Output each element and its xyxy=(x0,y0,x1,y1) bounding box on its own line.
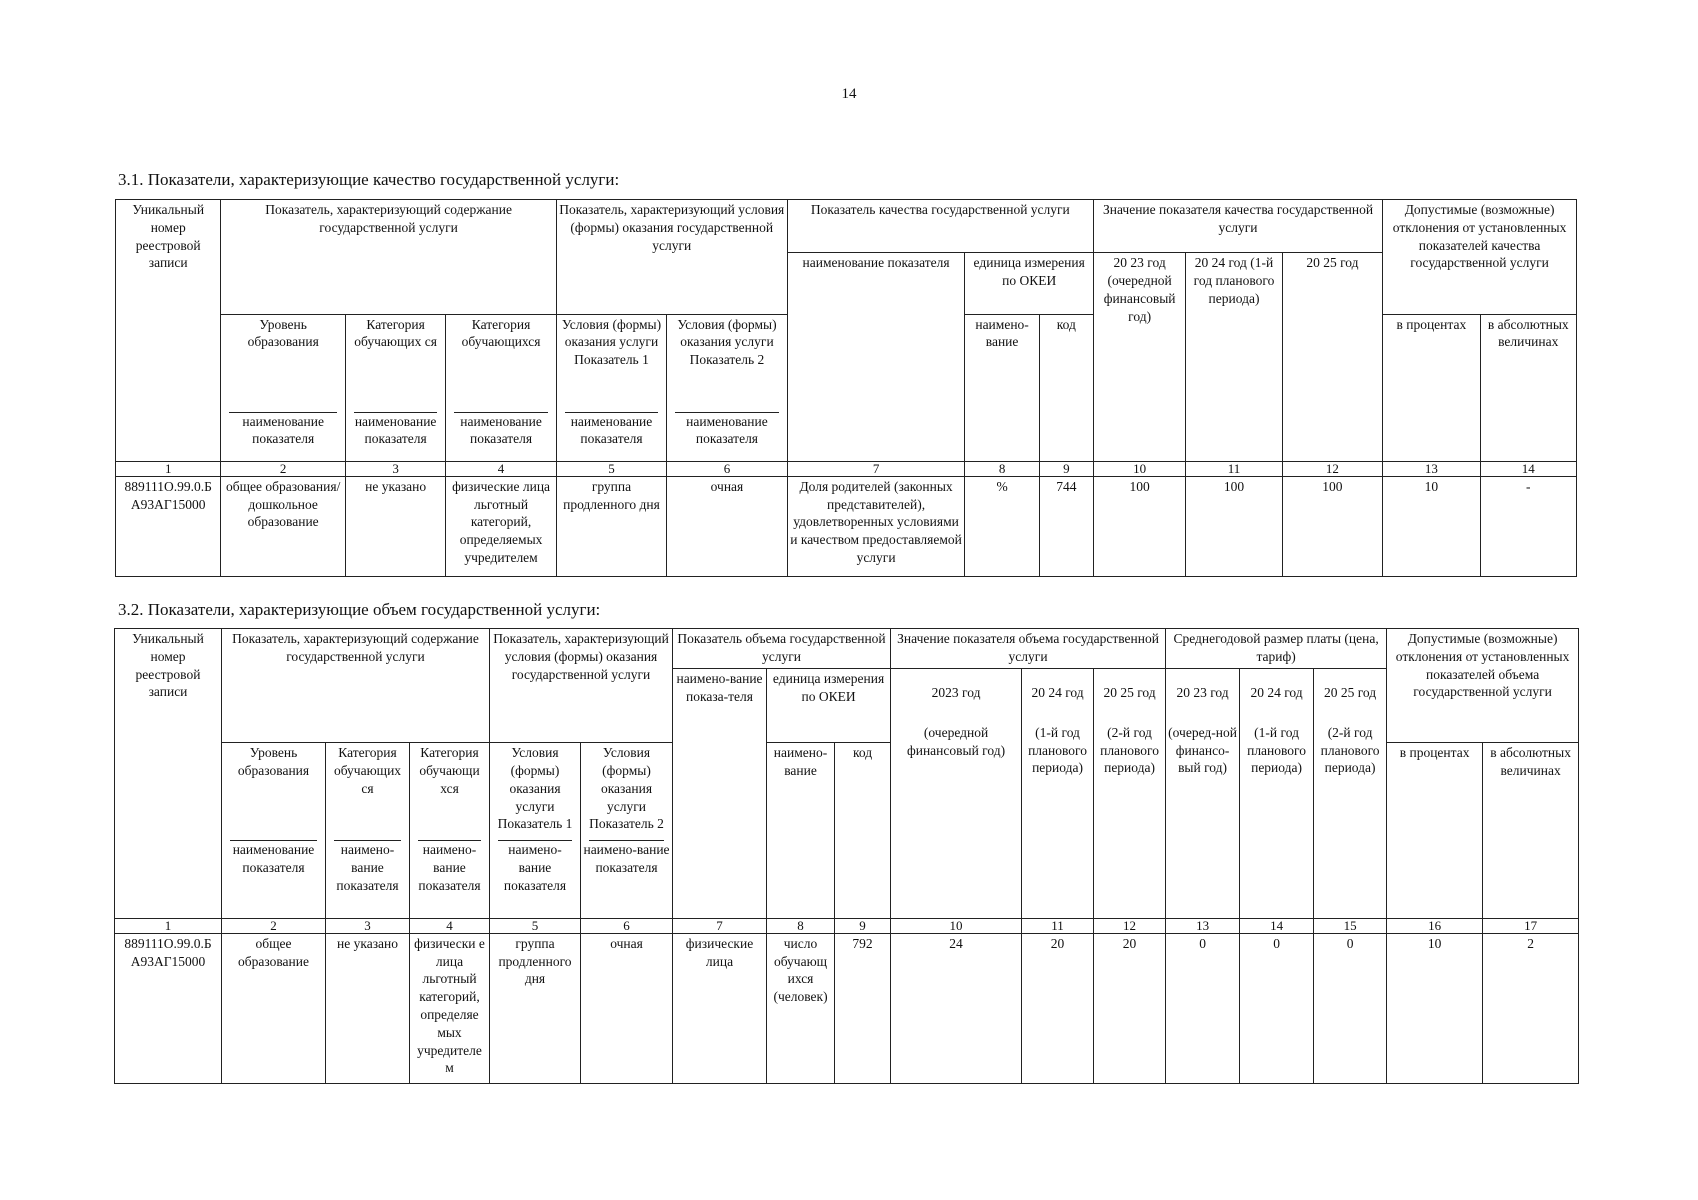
header-unit-name: наимено-вание xyxy=(965,314,1039,461)
header-category-1 xyxy=(326,743,410,918)
column-number: 11 xyxy=(1186,461,1282,476)
column-number: 15 xyxy=(1314,918,1387,933)
header-fee: Среднегодовой размер платы (цена, тариф) xyxy=(1166,629,1387,669)
header-condition-1-label: Условия (формы) оказания услуги Показатель 1 xyxy=(561,316,662,368)
column-number: 4 xyxy=(446,461,556,476)
header-category-2-sub: наимено-вание показателя xyxy=(418,842,481,893)
header-category-2 xyxy=(446,314,556,461)
header-category-1 xyxy=(345,314,445,461)
condition-2: очная xyxy=(667,476,788,576)
header-deviation-absolute: в абсолютных величинах xyxy=(1480,314,1576,461)
header-unit: единица измерения по ОКЕИ xyxy=(767,668,891,742)
header-education-level-sub: наименование показателя xyxy=(242,413,324,447)
header-unit-code: код xyxy=(1039,314,1093,461)
header-category-2-label: Категория обучающи хся xyxy=(419,745,480,796)
header-unit-name: наимено-вание xyxy=(767,743,835,918)
header-volume-name: наимено-вание показа-теля xyxy=(673,668,767,918)
value-2023: 100 xyxy=(1093,476,1185,576)
header-value-2025-year: 20 25 год xyxy=(1103,684,1156,700)
column-number: 7 xyxy=(787,461,965,476)
value-2023: 24 xyxy=(891,933,1022,1083)
column-numbers-row xyxy=(115,918,1579,933)
header-condition-1-sub: наименование показателя xyxy=(570,413,653,447)
header-condition-1 xyxy=(556,314,666,461)
header-unit-code: код xyxy=(835,743,891,918)
column-number: 13 xyxy=(1166,918,1240,933)
header-condition-1-sub: наимено-вание показателя xyxy=(503,842,567,893)
column-numbers-row xyxy=(116,461,1577,476)
header-category-1-sub: наименование показателя xyxy=(354,413,437,447)
quality-indicators-table xyxy=(115,199,1577,577)
header-education-level xyxy=(221,314,346,461)
header-deviation-percent: в процентах xyxy=(1387,743,1483,918)
volume-indicators-table xyxy=(114,628,1579,1084)
header-category-2-sub: наименование показателя xyxy=(460,413,542,447)
column-number: 14 xyxy=(1240,918,1314,933)
header-content-indicator: Показатель, характеризующий содержание государственной услуги xyxy=(221,200,556,315)
category-2: физически е лица льготный категорий, определяе мых учредителе м xyxy=(410,933,490,1083)
header-unique-number: Уникальный номер реестровой записи xyxy=(115,629,222,919)
header-year-2025: 20 25 год xyxy=(1282,253,1382,462)
header-condition-2 xyxy=(667,314,788,461)
unit-name: % xyxy=(965,476,1039,576)
column-number: 13 xyxy=(1383,461,1480,476)
value-2024: 100 xyxy=(1186,476,1282,576)
column-number: 12 xyxy=(1282,461,1382,476)
registry-code: 889111О.99.0.Б А93АГ15000 xyxy=(115,933,222,1083)
category-1: не указано xyxy=(326,933,410,1083)
value-2025: 20 xyxy=(1094,933,1166,1083)
header-fee-2025-year: 20 25 год xyxy=(1323,684,1377,700)
header-quality-value: Значение показателя качества государственной услуги xyxy=(1093,200,1382,253)
deviation-absolute: - xyxy=(1480,476,1576,576)
category-2: физические лица льготный категорий, определяемых учредителем xyxy=(446,476,556,576)
header-quality-indicator: Показатель качества государственной услуги xyxy=(787,200,1093,253)
header-fee-2025-sub: (2-й год планового периода) xyxy=(1320,724,1380,776)
header-value-2025 xyxy=(1094,668,1166,918)
header-value-2023-year: 2023 год xyxy=(931,684,981,700)
header-year-2024: 20 24 год (1-й год планового периода) xyxy=(1186,253,1282,462)
header-fee-2023-year: 20 23 год xyxy=(1176,684,1229,700)
header-value-2023-sub: (очередной финансовый год) xyxy=(906,724,1006,758)
header-volume-indicator: Показатель объема государственной услуги xyxy=(673,629,891,669)
column-number: 14 xyxy=(1480,461,1576,476)
header-fee-2025 xyxy=(1314,668,1387,918)
column-number: 11 xyxy=(1022,918,1094,933)
table-row xyxy=(115,933,1579,1083)
unit-code: 744 xyxy=(1039,476,1093,576)
header-condition-2-sub: наимено-вание показателя xyxy=(583,842,670,875)
column-number: 4 xyxy=(410,918,490,933)
condition-2: очная xyxy=(581,933,673,1083)
fee-2024: 0 xyxy=(1240,933,1314,1083)
column-number: 3 xyxy=(326,918,410,933)
column-number: 2 xyxy=(222,918,326,933)
condition-1: группа продленного дня xyxy=(490,933,581,1083)
header-deviation: Допустимые (возможные) отклонения от установленных показателей объема государственной услуги xyxy=(1387,629,1579,743)
header-fee-2024 xyxy=(1240,668,1314,918)
education-level: общее образования/ дошкольное образование xyxy=(221,476,346,576)
registry-code: 889111О.99.0.Б А93АГ15000 xyxy=(116,476,221,576)
column-number: 6 xyxy=(581,918,673,933)
header-education-level-sub: наименование показателя xyxy=(232,842,315,875)
category-1: не указано xyxy=(345,476,445,576)
header-fee-2023 xyxy=(1166,668,1240,918)
header-condition-1 xyxy=(490,743,581,918)
column-number: 7 xyxy=(673,918,767,933)
column-number: 9 xyxy=(1039,461,1093,476)
header-indicator-name: наименование показателя xyxy=(787,253,965,462)
column-number: 8 xyxy=(965,461,1039,476)
column-number: 9 xyxy=(835,918,891,933)
header-volume-value: Значение показателя объема государственной услуги xyxy=(891,629,1166,669)
header-unit: единица измерения по ОКЕИ xyxy=(965,253,1094,314)
table-row xyxy=(116,476,1577,576)
column-number: 8 xyxy=(767,918,835,933)
column-number: 1 xyxy=(116,461,221,476)
header-education-level-label: Уровень образования xyxy=(237,745,310,778)
header-deviation-percent: в процентах xyxy=(1383,314,1480,461)
header-condition-1-label: Условия (формы) оказания услуги Показатель 1 xyxy=(497,745,573,832)
header-year-2023: 20 23 год (очередной финансовый год) xyxy=(1093,253,1185,462)
deviation-percent: 10 xyxy=(1383,476,1480,576)
header-value-2025-sub: (2-й год планового периода) xyxy=(1100,724,1160,776)
volume-indicator-name: физические лица xyxy=(673,933,767,1083)
header-deviation: Допустимые (возможные) отклонения от установленных показателей качества государственной услуги xyxy=(1383,200,1577,315)
header-category-2-label: Категория обучающихся xyxy=(461,316,541,350)
unit-name: число обучающ ихся (человек) xyxy=(767,933,835,1083)
column-number: 2 xyxy=(221,461,346,476)
fee-2023: 0 xyxy=(1166,933,1240,1083)
header-condition-2-sub: наименование показателя xyxy=(686,413,768,447)
deviation-absolute: 2 xyxy=(1483,933,1579,1083)
header-conditions-indicator: Показатель, характеризующий условия (формы) оказания государственной услуги xyxy=(556,200,787,315)
section-title-volume: 3.2. Показатели, характеризующие объем государственной услуги: xyxy=(118,600,601,619)
column-number: 16 xyxy=(1387,918,1483,933)
header-education-level xyxy=(222,743,326,918)
unit-code: 792 xyxy=(835,933,891,1083)
header-content-indicator: Показатель, характеризующий содержание государственной услуги xyxy=(222,629,490,743)
column-number: 17 xyxy=(1483,918,1579,933)
column-number: 10 xyxy=(891,918,1022,933)
column-number: 10 xyxy=(1093,461,1185,476)
header-unique-number: Уникальный номер реестровой записи xyxy=(116,200,221,462)
header-fee-2023-sub: (очеред-ной финансо-вый год) xyxy=(1168,724,1237,776)
header-category-1-sub: наимено-вание показателя xyxy=(336,842,399,893)
header-category-1-label: Категория обучающих ся xyxy=(333,745,402,796)
header-education-level-label: Уровень образования xyxy=(247,316,319,350)
header-category-2 xyxy=(410,743,490,918)
header-fee-2024-sub: (1-й год планового периода) xyxy=(1247,724,1307,776)
condition-1: группа продленного дня xyxy=(556,476,666,576)
page-number: 14 xyxy=(841,86,857,102)
header-category-1-label: Категория обучающих ся xyxy=(354,316,437,350)
header-condition-2-label: Условия (формы) оказания услуги Показатель 2 xyxy=(677,316,777,368)
deviation-percent: 10 xyxy=(1387,933,1483,1083)
header-condition-2-label: Условия (формы) оказания услуги Показатель 2 xyxy=(589,745,664,832)
header-fee-2024-year: 20 24 год xyxy=(1250,684,1303,700)
header-value-2024 xyxy=(1022,668,1094,918)
header-condition-2 xyxy=(581,743,673,918)
quality-indicator-name: Доля родителей (законных представителей), удовлетворенных условиями и качеством предоставляемой услуги xyxy=(787,476,965,576)
value-2024: 20 xyxy=(1022,933,1094,1083)
column-number: 5 xyxy=(490,918,581,933)
header-deviation-absolute: в абсолютных величинах xyxy=(1483,743,1579,918)
column-number: 5 xyxy=(556,461,666,476)
header-value-2024-sub: (1-й год планового периода) xyxy=(1028,724,1087,776)
education-level: общее образование xyxy=(222,933,326,1083)
fee-2025: 0 xyxy=(1314,933,1387,1083)
column-number: 6 xyxy=(667,461,788,476)
column-number: 3 xyxy=(345,461,445,476)
column-number: 1 xyxy=(115,918,222,933)
header-value-2023 xyxy=(891,668,1022,918)
section-title-quality: 3.1. Показатели, характеризующие качество государственной услуги: xyxy=(118,170,620,189)
header-conditions-indicator: Показатель, характеризующий условия (формы) оказания государственной услуги xyxy=(490,629,673,743)
value-2025: 100 xyxy=(1282,476,1382,576)
header-value-2024-year: 20 24 год xyxy=(1031,684,1084,700)
column-number: 12 xyxy=(1094,918,1166,933)
